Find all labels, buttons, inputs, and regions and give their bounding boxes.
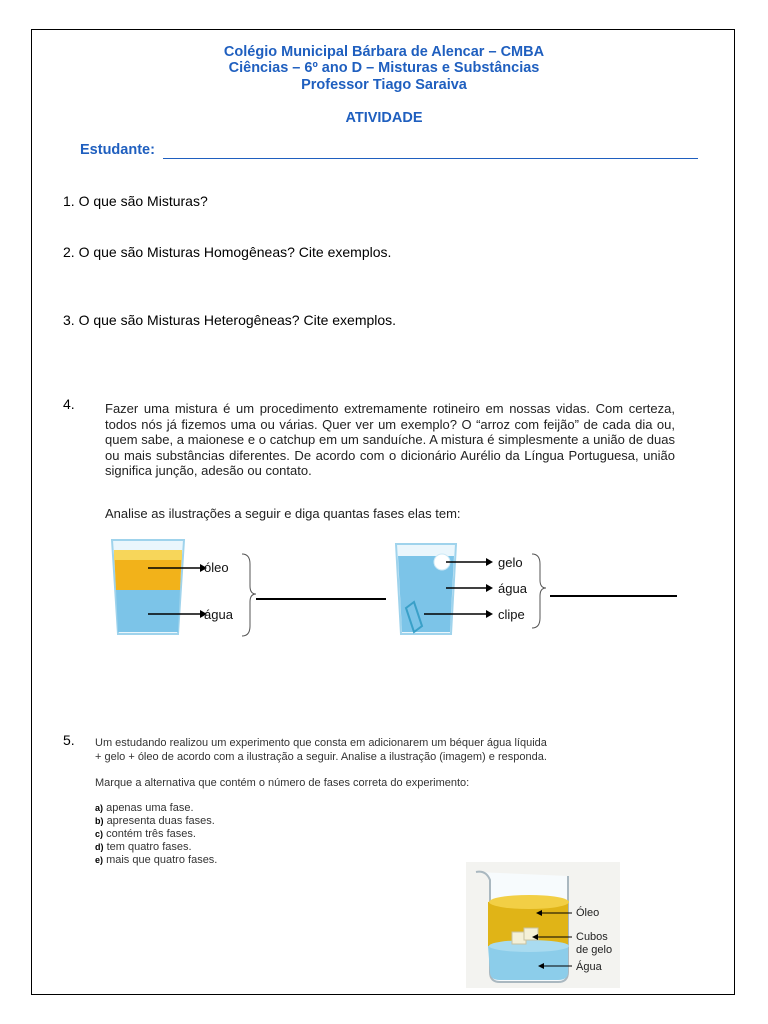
label-agua-2: água — [498, 581, 527, 596]
question-4-paragraph: Fazer uma mistura é um procedimento extremamente rotineiro em nossas vidas. Com certeza, todos nós já fizemos uma ou várias. Quer ver um exemplo? O “arroz com feijão” de cada dia ou, quem sabe, a maionese e o catchup em um sanduíche. A mistura é simplesmente a união de duas ou mais substâncias diferentes. De acordo com o dicionário Aurélio da Língua Portuguesa, união significa junção, adesão ou contato. — [105, 401, 675, 478]
label-oleo-1: óleo — [204, 560, 229, 575]
option-b[interactable] — [95, 815, 215, 828]
question-5-prompt: Marque a alternativa que contém o número de fases correta do experimento: — [95, 777, 470, 789]
beaker-label-oleo: Óleo — [576, 907, 600, 919]
option-text: apresenta duas fases. — [106, 815, 215, 827]
option-letter: a) — [95, 803, 104, 813]
question-3: 3. O que são Misturas Heterogêneas? Cite exemplos. — [63, 312, 397, 328]
oil-top — [114, 550, 182, 560]
option-letter: e) — [95, 855, 104, 865]
question-5-line2: + gelo + óleo de acordo com a ilustração a seguir. Analise a ilustração (imagem) e responda. — [95, 751, 547, 763]
option-text: contém três fases. — [106, 828, 196, 840]
answer-line-2[interactable] — [550, 595, 677, 597]
option-text: mais que quatro fases. — [106, 854, 218, 866]
student-name-field[interactable] — [163, 158, 698, 159]
answer-line-1[interactable] — [256, 598, 386, 600]
ice-water-clip-glass-figure — [394, 542, 554, 638]
option-letter: d) — [95, 842, 104, 852]
course-title: Ciências – 6º ano D – Misturas e Substâncias — [228, 60, 540, 76]
beaker-water-surface — [489, 940, 569, 952]
beaker-label-cubos: Cubos — [576, 931, 608, 943]
option-e[interactable] — [95, 854, 217, 867]
label-gelo: gelo — [498, 555, 523, 570]
school-name: Colégio Municipal Bárbara de Alencar – CMBA — [223, 44, 545, 60]
question-1: 1. O que são Misturas? — [63, 193, 208, 209]
brace-1 — [242, 554, 256, 636]
option-d[interactable] — [95, 841, 192, 854]
student-label: Estudante: — [80, 142, 155, 158]
teacher-name: Professor Tiago Saraiva — [301, 77, 467, 93]
option-text: tem quatro fases. — [106, 841, 192, 853]
option-text: apenas uma fase. — [106, 802, 194, 814]
option-letter: c) — [95, 829, 104, 839]
label-agua-1: água — [204, 607, 233, 622]
water-layer — [116, 590, 180, 632]
arrow-gelo-head — [486, 558, 493, 566]
beaker-label-gelo: de gelo — [576, 944, 613, 956]
question-5-line1: Um estudando realizou um experimento que consta em adicionarem um béquer água líquida — [95, 737, 547, 749]
question-4-number: 4. — [63, 396, 75, 412]
question-5-number: 5. — [63, 732, 75, 748]
beaker-label-agua: Água — [576, 961, 602, 973]
brace-2 — [532, 554, 546, 628]
beaker-oil-surface — [489, 895, 569, 909]
option-letter: b) — [95, 816, 104, 826]
label-clipe: clipe — [498, 607, 525, 622]
arrow-clipe-head — [486, 610, 493, 618]
question-2: 2. O que são Misturas Homogêneas? Cite exemplos. — [63, 244, 392, 260]
oil-water-glass-figure — [108, 536, 258, 640]
arrow-agua-2-head — [486, 584, 493, 592]
question-4-instruction: Analise as ilustrações a seguir e diga quantas fases elas tem: — [105, 506, 461, 521]
option-a[interactable] — [95, 802, 194, 815]
option-c[interactable] — [95, 828, 196, 841]
activity-title: ATIVIDADE — [345, 110, 423, 126]
